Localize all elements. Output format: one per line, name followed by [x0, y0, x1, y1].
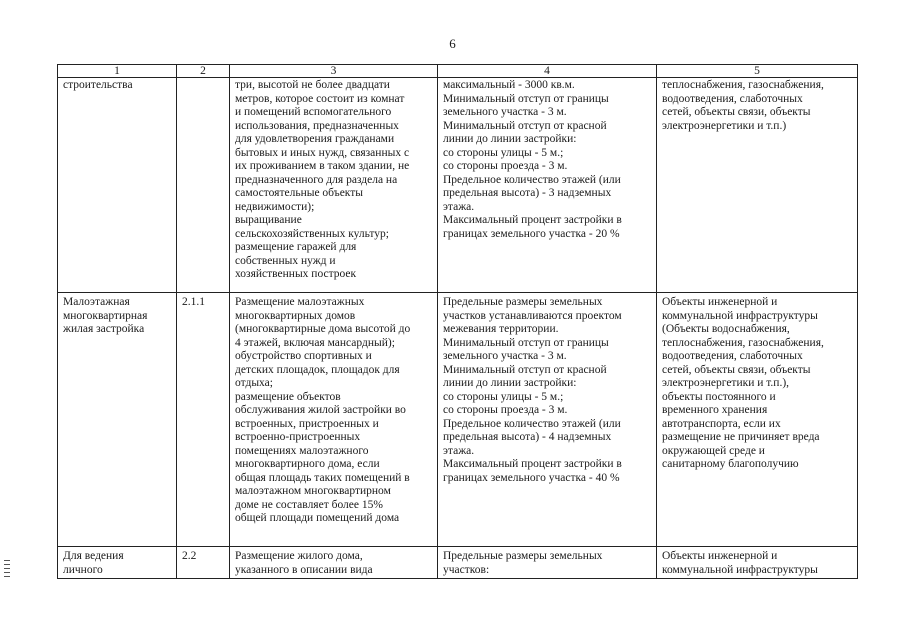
cell-text-line: автотранспорта, если их	[662, 417, 781, 430]
land-use-type-cell	[58, 547, 177, 579]
cell-text-line: Максимальный процент застройки в	[443, 458, 622, 470]
cell-text-line: личного	[63, 563, 103, 576]
cell-text-line: сетей, объекты связи, объекты	[662, 106, 811, 118]
cell-text-line: водоотведения, слаботочных	[662, 92, 803, 105]
cell-text-line: санитарному благополучию	[662, 458, 799, 470]
cell-text-line: Малоэтажная	[63, 296, 130, 308]
cell-text-line: предельная высота) - 3 надземных	[443, 187, 612, 199]
cell-text-line: предельная высота) - 4 надземных	[443, 431, 612, 443]
cell-text-line: коммунальной инфраструктуры	[662, 309, 818, 322]
cell-text-line: Минимальный отступ от красной	[443, 363, 607, 376]
table-row	[58, 78, 858, 293]
cell-text-line: теплоснабжения, газоснабжения,	[662, 336, 824, 349]
cell-text-line: доме не составляет более 15%	[235, 498, 383, 511]
auxiliary-uses-cell	[657, 547, 858, 579]
cell-text-line: коммунальной инфраструктуры	[662, 563, 818, 576]
cell-text-line: и помещений вспомогательного	[235, 106, 392, 118]
cell-text-line: водоотведения, слаботочных	[662, 350, 803, 362]
cell-text-line: использования, предназначенных	[235, 119, 399, 132]
cell-text-line: со стороны улицы - 5 м.;	[443, 390, 564, 403]
cell-text-line: многоквартирная	[63, 309, 148, 322]
cell-text-line: хозяйственных построек	[235, 268, 357, 280]
cell-text-line: максимальный - 3000 кв.м.	[443, 79, 575, 91]
cell-text-line: линии до линии застройки:	[443, 377, 577, 389]
cell-text-line: Размещение малоэтажных	[235, 296, 365, 308]
cell-text-line: сельскохозяйственных культур;	[235, 227, 389, 240]
cell-text-line: Предельные размеры земельных	[443, 296, 603, 308]
table-row	[58, 547, 858, 579]
cell-text-line: со стороны улицы - 5 м.;	[443, 146, 564, 159]
limit-parameters-cell	[438, 78, 657, 293]
cell-text-line: их проживанием в таком здании, не	[235, 160, 410, 172]
cell-text-line: отдыха;	[235, 377, 273, 389]
cell-text-line: границах земельного участка - 40 %	[443, 471, 620, 484]
zoning-regulations-table	[57, 64, 858, 579]
cell-text-line: детских площадок, площадок для	[235, 363, 400, 376]
cell-text-line: электроэнергетики и т.п.),	[662, 377, 790, 389]
cell-text-line: Предельное количество этажей (или	[443, 173, 621, 186]
cell-text-line: собственных нужд и	[235, 254, 336, 267]
cell-text-line: размещение объектов	[235, 390, 341, 403]
cell-text-line: помещениях малоэтажного	[235, 444, 369, 457]
cell-text-line: для удовлетворения гражданами	[235, 133, 395, 145]
land-use-code-cell	[177, 293, 230, 547]
cell-text-line: участков:	[443, 563, 490, 576]
cell-text-line: (многоквартирные дома высотой до	[235, 323, 411, 335]
cell-text-line: многоквартирных домов	[235, 309, 356, 322]
cell-text-line: встроенно-пристроенных	[235, 431, 361, 443]
cell-text-line: Предельное количество этажей (или	[443, 417, 621, 430]
cell-text-line: (Объекты водоснабжения,	[662, 323, 790, 335]
land-use-code-cell	[177, 78, 230, 293]
table-header-row	[58, 65, 858, 78]
cell-text-line: Объекты инженерной и	[662, 296, 778, 308]
cell-text-line: теплоснабжения, газоснабжения,	[662, 79, 824, 91]
cell-text-line: со стороны проезда - 3 м.	[443, 404, 568, 416]
cell-text-line: обслуживания жилой застройки во	[235, 404, 406, 416]
cell-text-line: общая площадь таких помещений в	[235, 471, 410, 484]
header-cell-3: 3	[230, 65, 438, 78]
scan-edge-marks	[4, 560, 10, 580]
cell-text-line: со стороны проезда - 3 м.	[443, 160, 568, 172]
header-cell-2: 2	[177, 65, 230, 78]
cell-text-line: сетей, объекты связи, объекты	[662, 363, 811, 376]
land-use-type-cell	[58, 78, 177, 293]
cell-text-line: Предельные размеры земельных	[443, 550, 603, 562]
auxiliary-uses-cell	[657, 293, 858, 547]
cell-text-line: встроенных, пристроенных и	[235, 417, 379, 430]
cell-text-line: Размещение жилого дома,	[235, 550, 363, 562]
cell-text-line: этажа.	[443, 200, 475, 213]
cell-text-line: Минимальный отступ от красной	[443, 119, 607, 132]
cell-text-line: 2.1.1	[182, 296, 205, 308]
cell-text-line: Минимальный отступ от границы	[443, 336, 609, 349]
cell-text-line: участков устанавливаются проектом	[443, 309, 622, 322]
header-cell-1: 1	[58, 65, 177, 78]
table-row	[58, 293, 858, 547]
permitted-use-description-cell	[230, 547, 438, 579]
land-use-code-cell	[177, 547, 230, 579]
header-cell-4: 4	[438, 65, 657, 78]
cell-text-line: окружающей среде и	[662, 444, 765, 457]
cell-text-line: 2.2	[182, 550, 197, 562]
cell-text-line: этажа.	[443, 444, 475, 457]
cell-text-line: три, высотой не более двадцати	[235, 79, 390, 91]
cell-text-line: малоэтажном многоквартирном	[235, 485, 391, 497]
cell-text-line: временного хранения	[662, 404, 768, 416]
cell-text-line: предназначенного для раздела на	[235, 173, 398, 186]
header-cell-5: 5	[657, 65, 858, 78]
cell-text-line: Для ведения	[63, 550, 124, 562]
cell-text-line: указанного в описании вида	[235, 563, 373, 576]
cell-text-line: жилая застройка	[63, 323, 145, 335]
cell-text-line: многоквартирного дома, если	[235, 458, 380, 470]
cell-text-line: земельного участка - 3 м.	[443, 350, 567, 362]
cell-text-line: размещение гаражей для	[235, 241, 357, 253]
page-number: 6	[449, 36, 456, 51]
cell-text-line: общей площади помещений дома	[235, 512, 400, 524]
cell-text-line: недвижимости);	[235, 200, 315, 213]
cell-text-line: самостоятельные объекты	[235, 187, 363, 199]
cell-text-line: Максимальный процент застройки в	[443, 214, 622, 226]
cell-text-line: межевания территории.	[443, 323, 559, 335]
auxiliary-uses-cell	[657, 78, 858, 293]
cell-text-line: обустройство спортивных и	[235, 350, 372, 362]
cell-text-line: метров, которое состоит из комнат	[235, 92, 405, 105]
cell-text-line: бытовых и иных нужд, связанных с	[235, 146, 410, 159]
cell-text-line: строительства	[63, 79, 133, 91]
permitted-use-description-cell	[230, 78, 438, 293]
cell-text-line: Объекты инженерной и	[662, 550, 778, 562]
cell-text-line: выращивание	[235, 214, 302, 226]
cell-text-line: границах земельного участка - 20 %	[443, 227, 620, 240]
cell-text-line: объекты постоянного и	[662, 390, 776, 403]
cell-text-line: линии до линии застройки:	[443, 133, 577, 145]
cell-text-line: размещение не причиняет вреда	[662, 431, 820, 443]
limit-parameters-cell	[438, 293, 657, 547]
cell-text-line: электроэнергетики и т.п.)	[662, 119, 787, 132]
land-use-type-cell	[58, 293, 177, 547]
cell-text-line: 4 этажей, включая мансардный);	[235, 336, 395, 349]
permitted-use-description-cell	[230, 293, 438, 547]
limit-parameters-cell	[438, 547, 657, 579]
cell-text-line: земельного участка - 3 м.	[443, 106, 567, 118]
cell-text-line: Минимальный отступ от границы	[443, 92, 609, 105]
